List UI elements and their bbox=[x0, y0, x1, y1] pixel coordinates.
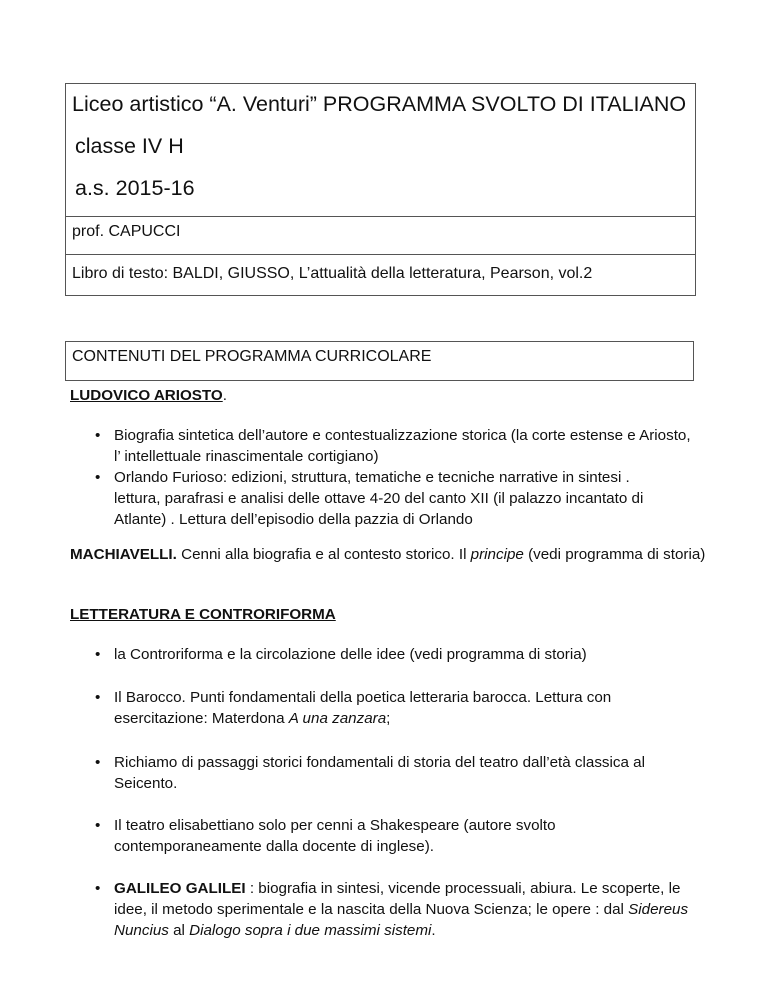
machiavelli-paragraph bbox=[70, 544, 708, 565]
ariosto-heading: LUDOVICO ARIOSTO bbox=[70, 387, 223, 404]
barocco-end: ; bbox=[386, 710, 391, 727]
bullet-icon: • bbox=[95, 880, 101, 897]
controriforma-bullet-3: Richiamo di passaggi storici fondamentali di storia del teatro dall’età classica al Seicento. bbox=[114, 754, 645, 792]
machiavelli-heading: MACHIAVELLI. bbox=[70, 546, 177, 563]
bullet-icon: • bbox=[95, 469, 101, 486]
bullet-icon: • bbox=[95, 646, 101, 663]
machiavelli-text-2: (vedi programma di storia) bbox=[523, 546, 706, 563]
controriforma-heading: LETTERATURA E CONTRORIFORMA bbox=[70, 606, 336, 623]
machiavelli-italic: principe bbox=[470, 546, 524, 563]
bullet-icon: • bbox=[95, 754, 101, 771]
bullet-icon: • bbox=[95, 427, 101, 444]
barocco-italic: A una zanzara bbox=[288, 710, 387, 727]
galileo-mid: al bbox=[168, 922, 190, 939]
ariosto-bullet-1: Biografia sintetica dell’autore e contestualizzazione storica (la corte estense e Ariosto, l’ intellettuale rinascimentale cortigiano) bbox=[114, 427, 691, 465]
galileo-heading: GALILEO GALILEI bbox=[114, 880, 246, 897]
ariosto-bullet-2-line-3: Atlante) . Lettura dell’episodio della pazzia di Orlando bbox=[114, 511, 473, 528]
school-title: Liceo artistico “A. Venturi” PROGRAMMA SVOLTO DI ITALIANO bbox=[72, 92, 687, 116]
machiavelli-text-1: Cenni alla biografia e al contesto storico. Il bbox=[176, 546, 471, 563]
teacher-row: prof. CAPUCCI bbox=[66, 217, 695, 255]
contents-heading: CONTENUTI DEL PROGRAMMA CURRICOLARE bbox=[65, 341, 694, 381]
galileo-end: . bbox=[431, 922, 436, 939]
controriforma-bullet-4: Il teatro elisabettiano solo per cenni a Shakespeare (autore svolto contemporaneamente dalla docente di inglese). bbox=[114, 817, 556, 855]
bullet-icon: • bbox=[95, 689, 101, 706]
ariosto-heading-suffix: . bbox=[222, 387, 227, 404]
controriforma-heading-line bbox=[70, 604, 710, 625]
header-main bbox=[66, 84, 695, 217]
textbook-row: Libro di testo: BALDI, GIUSSO, L’attualità della letteratura, Pearson, vol.2 bbox=[72, 265, 593, 282]
controriforma-bullet-5 bbox=[114, 878, 699, 941]
ariosto-bullet-2 bbox=[114, 467, 699, 530]
galileo-text: : biografia in sintesi, vicende processuali, abiura. Le scoperte, le idee, il metodo sperimentale e la nascita della Nuova Scienza; le opere : dal bbox=[114, 880, 681, 918]
galileo-italic-2: Dialogo sopra i due massimi sistemi bbox=[189, 922, 432, 939]
ariosto-bullet-2-line-1: Orlando Furioso: edizioni, struttura, tematiche e tecniche narrative in sintesi . bbox=[114, 469, 630, 486]
class-label: classe IV H bbox=[75, 134, 184, 158]
galileo-italic-1: Sidereus Nuncius bbox=[114, 901, 689, 939]
header-box bbox=[65, 83, 696, 296]
school-year: a.s. 2015-16 bbox=[75, 176, 195, 200]
ariosto-bullet-2-line-2: lettura, parafrasi e analisi delle ottave 4-20 del canto XII (il palazzo incantato di bbox=[114, 490, 644, 507]
ariosto-heading-line bbox=[70, 385, 710, 406]
controriforma-bullet-2 bbox=[114, 687, 699, 729]
barocco-text: Il Barocco. Punti fondamentali della poetica letteraria barocca. Lettura con esercitazione: Materdona bbox=[114, 689, 612, 727]
controriforma-bullet-1: la Controriforma e la circolazione delle idee (vedi programma di storia) bbox=[114, 646, 587, 663]
bullet-icon: • bbox=[95, 817, 101, 834]
